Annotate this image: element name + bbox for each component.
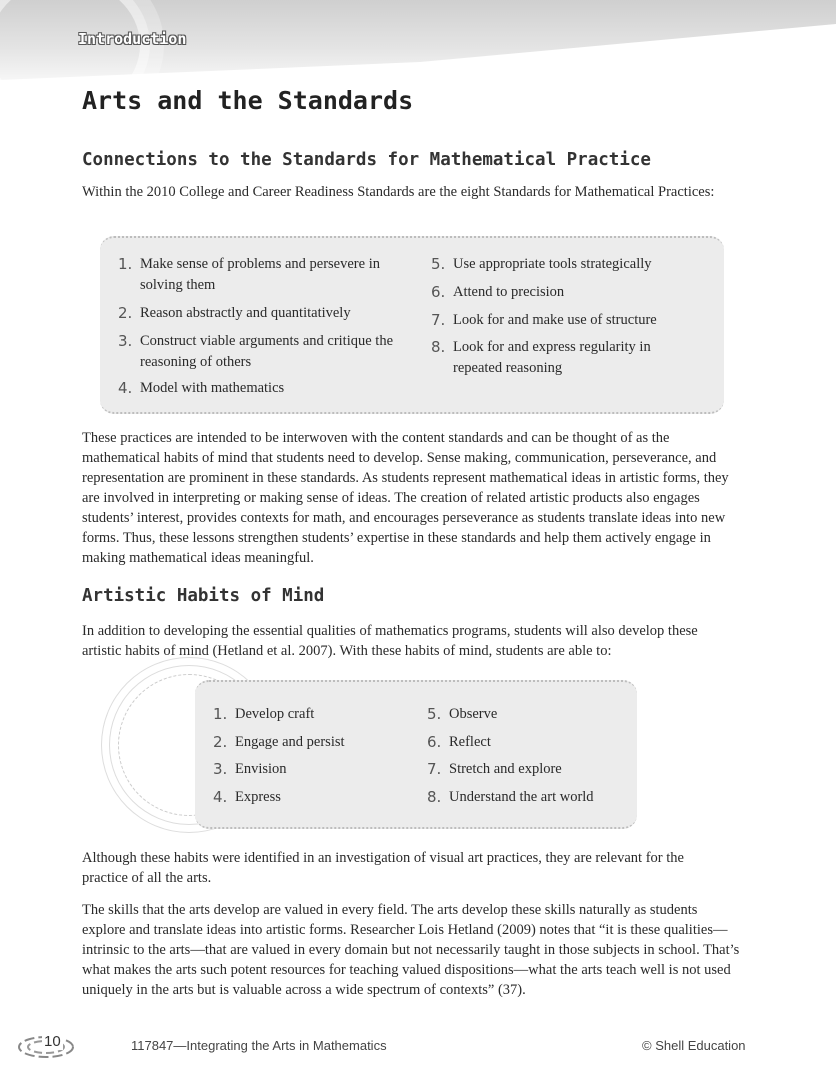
list-item [213, 759, 405, 780]
section2-intro: In addition to developing the essential qualities of mathematics programs, students will also develop these artistic habits of mind (Hetland et al. 2007). With these habits of mind, students are able to: [82, 623, 698, 659]
item-number: 7. [431, 311, 446, 329]
item-text: Look for and express regularity in repeated reasoning [453, 339, 651, 376]
item-text: Stretch and explore [449, 761, 562, 777]
footer-publisher: © Shell Education [642, 1038, 746, 1053]
item-number: 2. [213, 733, 228, 751]
item-text: Make sense of problems and persevere in solving them [140, 256, 380, 293]
list-item [213, 787, 405, 808]
item-text: Model with mathematics [140, 380, 285, 396]
item-number: 4. [118, 379, 133, 397]
item-text: Envision [235, 761, 287, 777]
item-text: Understand the art world [449, 789, 594, 805]
item-text: Express [235, 789, 281, 805]
section2-para2: The skills that the arts develop are valued in every field. The arts develop these skills naturally as students explore and translate ideas into artistic forms. Researcher Lois Hetland (2009) notes that “it is these qualities—intrinsic to the arts—that are valued in every domain but not necessarily taught in those subjects in school. That’s what makes the arts such potent resources for teaching valued dispositions—what the arts teach well is not used uniquely in the arts but is valuable across a wide spectrum of contexts” (37). [82, 902, 740, 998]
item-text: Construct viable arguments and critique the reasoning of others [140, 333, 394, 370]
list-item [118, 254, 390, 296]
item-number: 3. [213, 760, 228, 778]
item-number: 2. [118, 304, 133, 322]
item-number: 8. [427, 788, 442, 806]
list-item [118, 331, 405, 373]
page-title: Arts and the Standards [82, 86, 414, 115]
item-text: Observe [449, 706, 498, 722]
section-heading-artistic-habits: Artistic Habits of Mind [82, 586, 325, 606]
item-number: 6. [431, 283, 446, 301]
list-item [431, 337, 683, 379]
item-number: 4. [213, 788, 228, 806]
list-item [431, 254, 703, 275]
list-item [431, 310, 703, 331]
list-item [431, 282, 703, 303]
footer-book-title: 117847—Integrating the Arts in Mathematics [131, 1038, 387, 1053]
item-text: Engage and persist [235, 734, 345, 750]
item-text: Look for and make use of structure [453, 312, 657, 328]
item-text: Reflect [449, 734, 491, 750]
math-practices-box [100, 236, 724, 414]
item-number: 5. [427, 705, 442, 723]
item-number: 3. [118, 332, 133, 350]
list-item [118, 303, 400, 324]
artistic-habits-box [195, 680, 637, 829]
item-number: 6. [427, 733, 442, 751]
list-item [118, 378, 400, 399]
item-number: 8. [431, 338, 446, 356]
page-number: 10 [44, 1033, 61, 1050]
section1-intro: Within the 2010 College and Career Readiness Standards are the eight Standards for Mathematical Practices: [82, 184, 715, 200]
list-item [427, 759, 629, 780]
item-text: Attend to precision [453, 284, 565, 300]
list-item [427, 787, 629, 808]
list-item [427, 704, 629, 725]
item-text: Reason abstractly and quantitatively [140, 305, 351, 321]
list-item [213, 732, 405, 753]
section-heading-math-practice: Connections to the Standards for Mathematical Practice [82, 150, 651, 170]
item-text: Develop craft [235, 706, 315, 722]
list-item [427, 732, 629, 753]
item-number: 1. [118, 255, 133, 273]
item-text: Use appropriate tools strategically [453, 256, 652, 272]
list-item [213, 704, 405, 725]
item-number: 5. [431, 255, 446, 273]
section-label: Introduction [78, 30, 187, 48]
section2-para1: Although these habits were identified in an investigation of visual art practices, they are relevant for the practice of all the arts. [82, 850, 684, 886]
section1-body: These practices are intended to be interwoven with the content standards and can be thought of as the mathematical habits of mind that students need to develop. Sense making, communication, perseverance, and representation are prominent in these standards. As students represent mathematical ideas in artistic forms, they are involved in interpreting or making sense of ideas. The creation of related artistic products also engages students’ interest, provides contexts for math, and encourages perseverance as students translate ideas into new forms. Thus, these lessons strengthen students’ expertise in these standards and help them actively engage in making mathematical ideas meaningful. [82, 430, 729, 566]
item-number: 7. [427, 760, 442, 778]
item-number: 1. [213, 705, 228, 723]
